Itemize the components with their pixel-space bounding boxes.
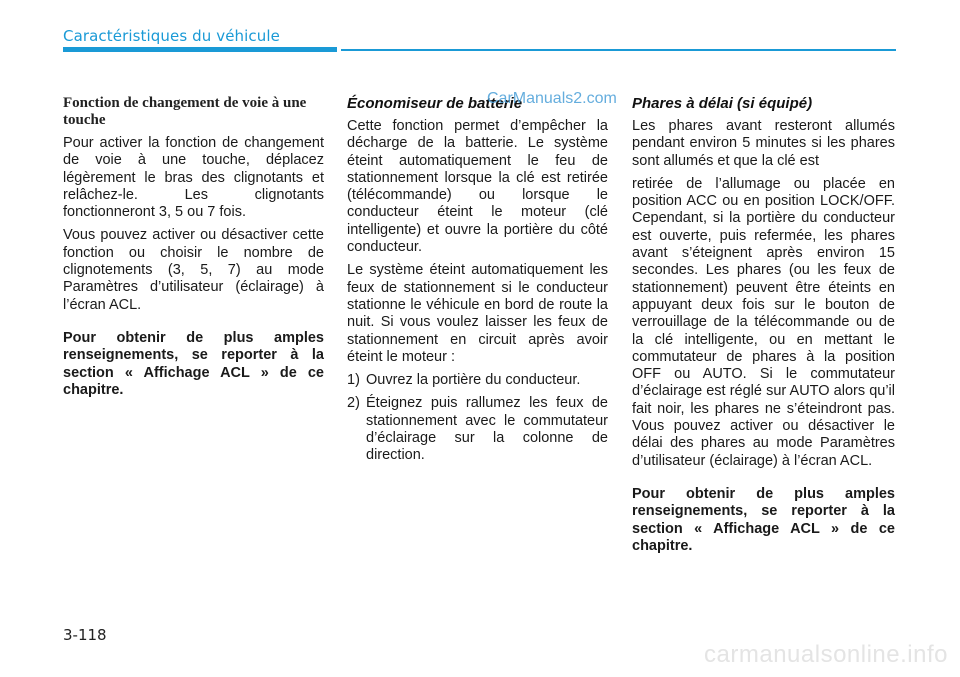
headlight-delay-note: Pour obtenir de plus amples renseignements, se reporter à la section « Affichage ACL » de ce chapitre. bbox=[632, 485, 895, 554]
step-number: 1) bbox=[347, 372, 360, 389]
headlight-delay-paragraph-1: Les phares avant resteront allumés pendant environ 5 minutes si les phares sont allumés et que la clé est bbox=[632, 118, 895, 169]
battery-saver-paragraph-1: Cette fonction permet d’empêcher la décharge de la batterie. Le système éteint automatiquement le feu de stationnement lorsque la clé est retirée (télécommande) ou lorsque le conducteur éteint le moteur (clé intelligente) et ouvre la portière du côté conducteur. bbox=[347, 118, 608, 256]
page-number: 3-118 bbox=[63, 626, 107, 644]
headlight-delay-paragraph-2: retirée de l’allumage ou placée en position ACC ou en position LOCK/OFF. Cependant, si la portière du conducteur est ouverte, puis refermée, les phares avant s’éteignent après environ 15 secondes. Les phares (ou les feux de stationnement) peuvent être éteints en appuyant deux fois sur le bouton de verrouillage de la télécommande ou de la clé intelligente, ou en mettant le commutateur de phares à la position OFF ou AUTO. Si le commutateur d’éclairage est réglé sur AUTO alors qu’il fait noir, les phares ne s’éteindront pas. Vous pouvez activer ou désactiver le délai des phares au mode Paramètres d’utilisateur (éclairage) à l’écran ACL. bbox=[632, 175, 895, 469]
lane-change-paragraph-2: Vous pouvez activer ou désactiver cette fonction ou choisir le nombre de clignotements (3, 5, 7) au mode Paramètres d’utilisateur (éclairage) à l’écran ACL. bbox=[63, 227, 324, 313]
headlight-delay-heading: Phares à délai (si équipé) bbox=[632, 95, 813, 112]
battery-saver-steps bbox=[347, 372, 608, 464]
column-battery-saver bbox=[347, 95, 608, 471]
lane-change-note: Pour obtenir de plus amples renseignements, se reporter à la section « Affichage ACL » de ce chapitre. bbox=[63, 329, 324, 398]
step-text: Ouvrez la portière du conducteur. bbox=[366, 372, 581, 389]
watermark-text: CarManuals2.com bbox=[487, 90, 617, 107]
footer-watermark: carmanualsonline.info bbox=[704, 641, 948, 668]
lane-change-paragraph-1: Pour activer la fonction de changement de voie à une touche, déplacez légèrement le bras des clignotants et relâchez-le. Les clignotants fonctionneront 3, 5 ou 7 fois. bbox=[63, 135, 324, 221]
header-rule-thick bbox=[63, 47, 337, 52]
battery-saver-heading: Économiseur de batterie bbox=[347, 95, 523, 112]
lane-change-heading: Fonction de changement de voie à une touche bbox=[63, 95, 307, 128]
column-headlight-delay bbox=[632, 95, 895, 561]
list-item bbox=[347, 372, 608, 389]
header-rule-thin bbox=[341, 49, 896, 51]
battery-saver-paragraph-2: Le système éteint automatiquement les feux de stationnement si le conducteur stationne le véhicule en bord de route la nuit. Si vous voulez laisser les feux de stationnement en circuit après avoir éteint le moteur : bbox=[347, 262, 608, 365]
step-text: Éteignez puis rallumez les feux de stationnement avec le commutateur d’éclairage sur la colonne de direction. bbox=[366, 395, 608, 464]
column-lane-change bbox=[63, 95, 324, 405]
step-number: 2) bbox=[347, 395, 360, 412]
section-title: Caractéristiques du véhicule bbox=[63, 27, 280, 45]
list-item bbox=[347, 395, 608, 464]
